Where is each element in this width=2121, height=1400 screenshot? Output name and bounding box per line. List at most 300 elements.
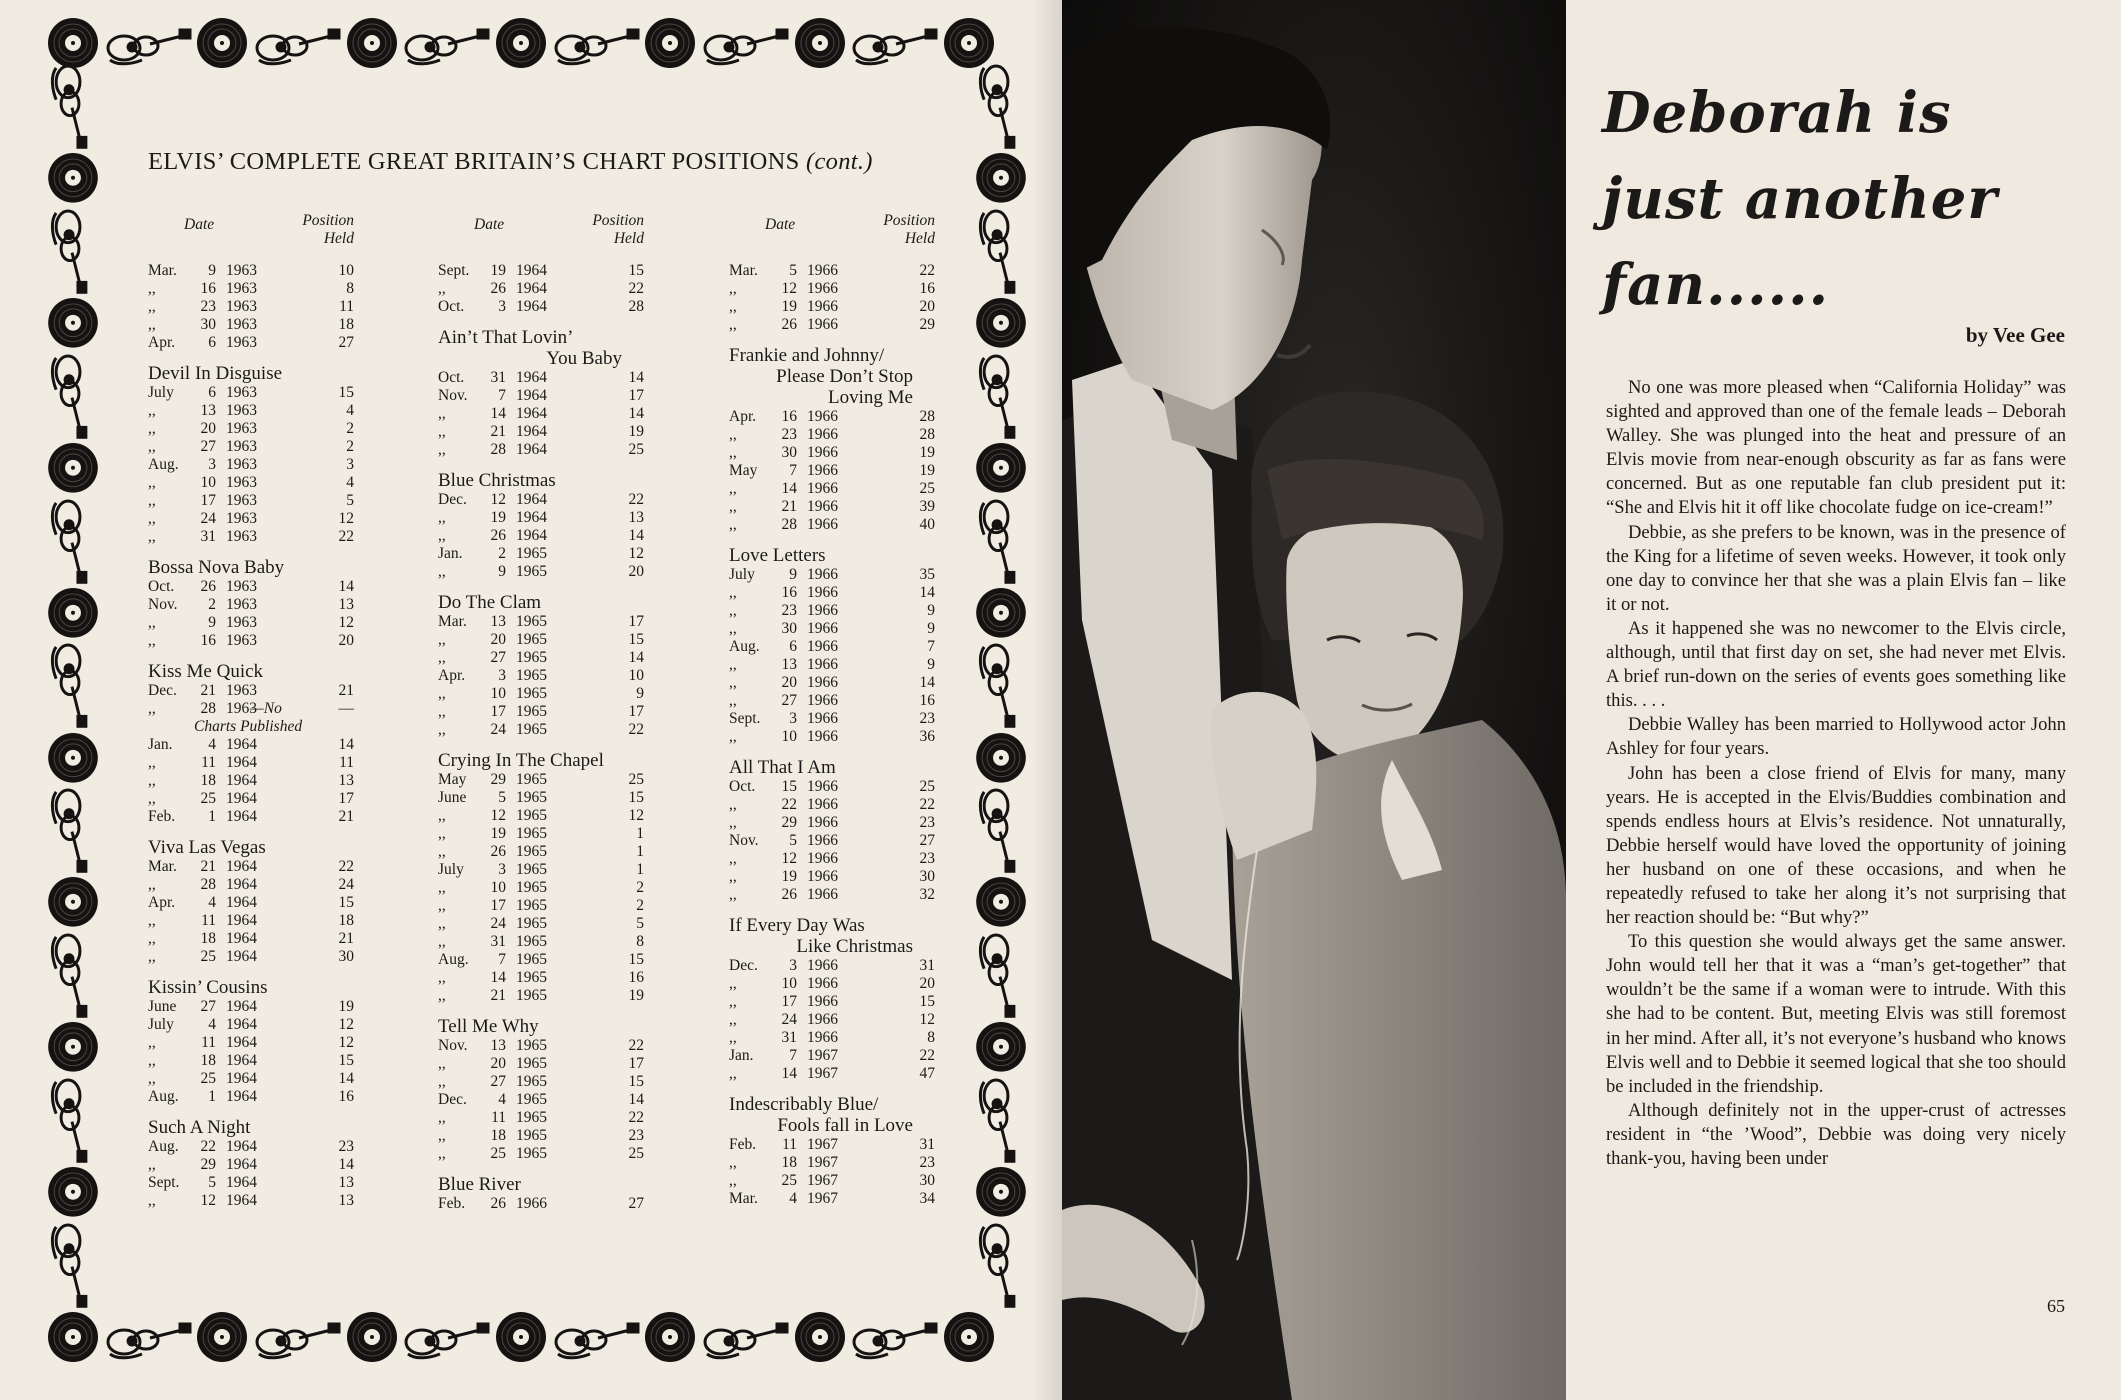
chart-month: ,,: [148, 438, 156, 455]
chart-month: ,,: [438, 685, 446, 702]
chart-day: 6: [208, 384, 216, 401]
guitar-icon: [50, 929, 96, 1020]
chart-position: 13: [338, 596, 354, 613]
chart-month: ,,: [438, 509, 446, 526]
chart-day: 25: [200, 948, 216, 965]
chart-day: 25: [200, 1070, 216, 1087]
chart-month: ,,: [438, 969, 446, 986]
chart-row: [438, 771, 644, 789]
record-icon: [974, 586, 1028, 640]
chart-year: 1966: [807, 480, 838, 497]
photo-elvis-and-deborah: [1062, 0, 1566, 1400]
chart-position: 15: [628, 789, 644, 806]
chart-position: 14: [628, 1091, 644, 1108]
chart-row: [438, 563, 644, 581]
header-date: Date: [474, 216, 505, 233]
chart-year: 1966: [807, 886, 838, 903]
song-title-line: Like Christmas: [796, 936, 913, 957]
song-title-line: Devil In Disguise: [148, 363, 283, 384]
chart-row: [438, 721, 644, 739]
chart-row: [729, 584, 935, 602]
chart-position: 2: [636, 879, 644, 896]
chart-month: ,,: [438, 1109, 446, 1126]
chart-row: [729, 566, 935, 584]
guitar-icon: [251, 1314, 343, 1360]
chart-month: July: [729, 566, 755, 583]
guitar-icon: [978, 639, 1024, 730]
column-header: [148, 212, 354, 256]
song-section: [438, 587, 644, 739]
chart-position: 3: [346, 456, 354, 473]
chart-month: Sept.: [148, 1174, 180, 1191]
chart-day: 23: [781, 602, 797, 619]
chart-month: ,,: [438, 1055, 446, 1072]
chart-year: 1965: [516, 1109, 547, 1126]
chart-position: 22: [628, 721, 644, 738]
chart-year: 1963: [226, 298, 257, 315]
chart-day: 29: [200, 1156, 216, 1173]
chart-day: 19: [490, 262, 506, 279]
song-section: [438, 322, 644, 459]
chart-day: 13: [490, 1037, 506, 1054]
chart-day: 12: [490, 491, 506, 508]
chart-position: 15: [628, 1073, 644, 1090]
chart-position: 28: [919, 426, 935, 443]
chart-day: 24: [781, 1011, 797, 1028]
chart-position: 14: [338, 736, 354, 753]
chart-year: 1965: [516, 879, 547, 896]
chart-row: [438, 509, 644, 527]
chart-day: 24: [200, 510, 216, 527]
chart-row: [729, 832, 935, 850]
chart-row: [148, 510, 354, 528]
chart-month: Feb.: [438, 1195, 466, 1212]
chart-month: June: [438, 789, 467, 806]
chart-row: [729, 728, 935, 746]
chart-year: 1965: [516, 667, 547, 684]
chart-row: [438, 987, 644, 1005]
song-section: [438, 1011, 644, 1163]
chart-month: ,,: [148, 420, 156, 437]
song-title: [148, 656, 354, 682]
chart-year: 1964: [516, 405, 547, 422]
chart-year: 1964: [226, 1192, 257, 1209]
chart-position: 17: [628, 1055, 644, 1072]
chart-month: ,,: [729, 692, 737, 709]
chart-year: 1966: [807, 656, 838, 673]
chart-row: [729, 516, 935, 534]
chart-month: ,,: [148, 298, 156, 315]
chart-month: ,,: [729, 1065, 737, 1082]
chart-position: 31: [919, 1136, 935, 1153]
chart-row: [148, 614, 354, 632]
chart-day: 27: [490, 649, 506, 666]
chart-position: 21: [338, 930, 354, 947]
chart-row: [438, 879, 644, 897]
chart-position: 23: [919, 710, 935, 727]
headline-line-1: Deborah is: [1602, 80, 1952, 146]
record-icon: [46, 441, 100, 495]
chart-day: 20: [781, 674, 797, 691]
chart-row: [729, 1136, 935, 1154]
chart-month: Jan.: [729, 1047, 754, 1064]
chart-row: [438, 280, 644, 298]
chart-year: 1964: [516, 369, 547, 386]
chart-row: [729, 602, 935, 620]
chart-month: ,,: [438, 649, 446, 666]
chart-month: May: [438, 771, 467, 788]
chart-year: 1964: [226, 948, 257, 965]
chart-day: 7: [789, 1047, 797, 1064]
guitar-icon: [699, 1314, 791, 1360]
chart-row: [148, 280, 354, 298]
chart-position: 15: [628, 262, 644, 279]
chart-day: 10: [781, 728, 797, 745]
byline: by Vee Gee: [1965, 323, 2065, 347]
chart-year: 1963: [226, 578, 257, 595]
chart-position: 22: [628, 280, 644, 297]
song-section: [148, 656, 354, 826]
chart-month: ,,: [148, 316, 156, 333]
chart-row: [438, 825, 644, 843]
chart-year: 1965: [516, 897, 547, 914]
chart-row: [438, 667, 644, 685]
chart-row: [438, 1195, 644, 1213]
chart-month: ,,: [729, 602, 737, 619]
chart-month: ,,: [438, 280, 446, 297]
chart-row: [729, 993, 935, 1011]
chart-month: ,,: [729, 656, 737, 673]
song-title-line: Do The Clam: [438, 592, 542, 613]
chart-position: 32: [919, 886, 935, 903]
chart-row: [148, 474, 354, 492]
chart-position: 15: [628, 631, 644, 648]
guitar-icon: [550, 1314, 642, 1360]
chart-month: Mar.: [729, 262, 758, 279]
chart-row: [729, 1011, 935, 1029]
guitar-icon: [400, 1314, 492, 1360]
chart-row: [148, 262, 354, 280]
chart-position: 23: [338, 1138, 354, 1155]
guitar-icon: [978, 1074, 1024, 1165]
chart-year: 1963: [226, 280, 257, 297]
chart-day: 28: [200, 876, 216, 893]
chart-position: 14: [628, 527, 644, 544]
song-title: [148, 552, 354, 578]
chart-year: 1967: [807, 1047, 838, 1064]
chart-year: 1965: [516, 987, 547, 1004]
chart-month: ,,: [438, 879, 446, 896]
chart-position: 13: [338, 1192, 354, 1209]
chart-month: ,,: [729, 1154, 737, 1171]
chart-month: ,,: [438, 703, 446, 720]
chart-position: 14: [628, 405, 644, 422]
guitar-icon: [102, 20, 194, 66]
chart-day: 28: [490, 441, 506, 458]
chart-year: 1964: [226, 858, 257, 875]
chart-year: 1964: [226, 772, 257, 789]
chart-row: [148, 808, 354, 826]
chart-row: [148, 700, 354, 718]
chart-month: Aug.: [438, 951, 469, 968]
chart-month: Nov.: [438, 1037, 468, 1054]
chart-row: [729, 638, 935, 656]
song-section: [729, 340, 935, 534]
chart-day: 11: [782, 1136, 797, 1153]
chart-position: 20: [919, 975, 935, 992]
chart-position: 17: [628, 613, 644, 630]
song-section: [729, 262, 935, 334]
header-position: [883, 212, 935, 248]
chart-day: 17: [490, 897, 506, 914]
chart-position: 1: [636, 843, 644, 860]
chart-month: Nov.: [438, 387, 468, 404]
chart-month: Nov.: [148, 596, 178, 613]
chart-year: 1966: [807, 868, 838, 885]
chart-day: 12: [490, 807, 506, 824]
chart-position: 14: [338, 1070, 354, 1087]
chart-day: 17: [781, 993, 797, 1010]
chart-month: Apr.: [148, 334, 176, 351]
chart-year: 1963: [226, 632, 257, 649]
chart-month: ,,: [729, 620, 737, 637]
chart-year: 1965: [516, 721, 547, 738]
header-position-line-1: Position: [302, 212, 354, 229]
chart-year: 1966: [807, 814, 838, 831]
chart-month: Mar.: [729, 1190, 758, 1207]
song-title: [438, 587, 644, 613]
chart-day: 30: [781, 620, 797, 637]
chart-column-2: [438, 212, 644, 1213]
chart-year: 1964: [226, 912, 257, 929]
chart-row: [148, 1088, 354, 1106]
chart-month: ,,: [148, 1052, 156, 1069]
chart-year: 1964: [516, 280, 547, 297]
song-section: [438, 262, 644, 316]
chart-month: ,,: [438, 423, 446, 440]
guitar-icon: [699, 20, 791, 66]
song-section: [729, 1089, 935, 1208]
chart-month: Aug.: [148, 456, 179, 473]
chart-month: ,,: [148, 912, 156, 929]
chart-month: ,,: [729, 728, 737, 745]
chart-month: ,,: [148, 790, 156, 807]
chart-position: 15: [628, 951, 644, 968]
chart-column-3: [729, 212, 935, 1208]
chart-month: ,,: [729, 480, 737, 497]
song-title: [148, 832, 354, 858]
chart-day: 7: [789, 462, 797, 479]
chart-row: [729, 975, 935, 993]
chart-row: [438, 807, 644, 825]
chart-position: 25: [628, 441, 644, 458]
chart-position: 14: [919, 584, 935, 601]
column-header: [438, 212, 644, 256]
chart-year: 1964: [516, 527, 547, 544]
song-section: [148, 552, 354, 650]
chart-day: 25: [490, 1145, 506, 1162]
chart-year: 1966: [807, 778, 838, 795]
chart-year: 1965: [516, 1127, 547, 1144]
chart-row: [729, 408, 935, 426]
chart-day: 19: [490, 825, 506, 842]
song-title: [148, 1112, 354, 1138]
chart-row: [438, 1127, 644, 1145]
chart-day: 16: [781, 584, 797, 601]
record-icon: [345, 16, 399, 70]
chart-year: 1963: [226, 384, 257, 401]
chart-month: June: [148, 998, 177, 1015]
chart-month: Oct.: [729, 778, 756, 795]
chart-position: 35: [919, 566, 935, 583]
record-icon: [793, 16, 847, 70]
header-position-line-1: Position: [592, 212, 644, 229]
chart-year: 1966: [807, 280, 838, 297]
chart-day: 23: [200, 298, 216, 315]
chart-year: 1964: [226, 1138, 257, 1155]
chart-year: 1964: [226, 1016, 257, 1033]
chart-position: 9: [927, 602, 935, 619]
chart-year: 1966: [807, 498, 838, 515]
chart-position: 18: [338, 316, 354, 333]
chart-year: 1964: [226, 894, 257, 911]
guitar-icon: [50, 639, 96, 730]
chart-position: 1: [636, 825, 644, 842]
chart-year: 1966: [807, 1029, 838, 1046]
chart-day: 1: [208, 808, 216, 825]
chart-position: 14: [338, 1156, 354, 1173]
chart-month: ,,: [148, 700, 156, 717]
chart-row: [729, 444, 935, 462]
chart-year: 1965: [516, 703, 547, 720]
chart-row: [148, 736, 354, 754]
chart-position: 5: [636, 915, 644, 932]
chart-position: 12: [338, 510, 354, 527]
chart-month: ,,: [438, 987, 446, 1004]
chart-position: 9: [636, 685, 644, 702]
chart-day: 5: [498, 789, 506, 806]
chart-year: 1966: [807, 298, 838, 315]
guitar-icon: [978, 784, 1024, 875]
song-title-line: Indescribably Blue/: [729, 1094, 879, 1115]
chart-year: 1964: [226, 1070, 257, 1087]
chart-month: Aug.: [729, 638, 760, 655]
chart-month: ,,: [729, 975, 737, 992]
chart-year: 1967: [807, 1172, 838, 1189]
article-paragraph: To this question she would always get the same answer. John would tell her that it was a “man’s get-together” that wouldn’t be the same if a woman were to intrude. With this she had to be content. But, meeting Elvis was still foremost in her mind. After all, it’s not everyone’s husband who knows Elvis well and to Debbie it seemed logical that she too should be included in the friendship.: [1606, 931, 2066, 1097]
chart-row: [148, 894, 354, 912]
chart-month: ,,: [148, 876, 156, 893]
chart-row: [729, 462, 935, 480]
song-section: [438, 465, 644, 581]
chart-day: 31: [490, 369, 506, 386]
chart-row: [148, 1192, 354, 1210]
song-title-line: Blue Christmas: [438, 470, 556, 491]
chart-position: 15: [919, 993, 935, 1010]
chart-day: 7: [498, 387, 506, 404]
chart-position: 28: [628, 298, 644, 315]
record-icon: [494, 1310, 548, 1364]
chart-month: ,,: [148, 632, 156, 649]
chart-position: 19: [919, 444, 935, 461]
chart-position: 23: [919, 850, 935, 867]
chart-day: 4: [208, 736, 216, 753]
chart-day: 26: [490, 280, 506, 297]
chart-note: Charts Published: [194, 718, 303, 735]
chart-day: 31: [200, 528, 216, 545]
chart-year: 1966: [807, 1011, 838, 1028]
chart-month: ,,: [729, 584, 737, 601]
chart-day: 14: [781, 480, 797, 497]
chart-position: 22: [628, 1109, 644, 1126]
chart-year: 1966: [807, 957, 838, 974]
chart-day: 21: [490, 987, 506, 1004]
record-icon: [942, 1310, 996, 1364]
chart-year: 1966: [807, 850, 838, 867]
chart-month: July: [438, 861, 464, 878]
song-section: [729, 910, 935, 1083]
chart-month: Oct.: [438, 298, 465, 315]
song-section: [729, 540, 935, 746]
chart-month: Apr.: [438, 667, 466, 684]
chart-day: 18: [490, 1127, 506, 1144]
chart-month: ,,: [729, 993, 737, 1010]
chart-row: [438, 387, 644, 405]
chart-month: ,,: [729, 886, 737, 903]
chart-position: 18: [338, 912, 354, 929]
chart-position: —: [338, 700, 354, 717]
chart-position: 22: [919, 262, 935, 279]
chart-row: [148, 1016, 354, 1034]
chart-position: 28: [919, 408, 935, 425]
chart-position: 2: [636, 897, 644, 914]
chart-year: 1966: [807, 620, 838, 637]
chart-row: [148, 912, 354, 930]
chart-position: 14: [338, 578, 354, 595]
chart-position: 12: [338, 1016, 354, 1033]
chart-row: [438, 631, 644, 649]
record-icon: [793, 1310, 847, 1364]
chart-position: 19: [628, 423, 644, 440]
chart-day: 3: [498, 861, 506, 878]
decorative-border-right: [970, 60, 1032, 1310]
chart-month: ,,: [729, 1011, 737, 1028]
chart-position: 15: [338, 1052, 354, 1069]
chart-row: [729, 316, 935, 334]
chart-day: 9: [498, 563, 506, 580]
chart-year: 1966: [807, 796, 838, 813]
guitar-icon: [50, 350, 96, 441]
chart-month: Mar.: [438, 613, 467, 630]
chart-position: 13: [338, 772, 354, 789]
guitar-icon: [400, 20, 492, 66]
chart-year: 1965: [516, 807, 547, 824]
record-icon: [974, 441, 1028, 495]
record-icon: [974, 875, 1028, 929]
chart-row: [729, 1190, 935, 1208]
chart-year: 1967: [807, 1136, 838, 1153]
header-date: Date: [184, 216, 215, 233]
chart-position: 13: [338, 1174, 354, 1191]
chart-month: ,,: [148, 402, 156, 419]
chart-year: 1963: [226, 596, 257, 613]
chart-day: 3: [789, 957, 797, 974]
chart-year: 1966: [807, 638, 838, 655]
chart-row: [148, 948, 354, 966]
chart-row: [729, 480, 935, 498]
song-title-line: Bossa Nova Baby: [148, 557, 285, 578]
chart-position: 1: [636, 861, 644, 878]
